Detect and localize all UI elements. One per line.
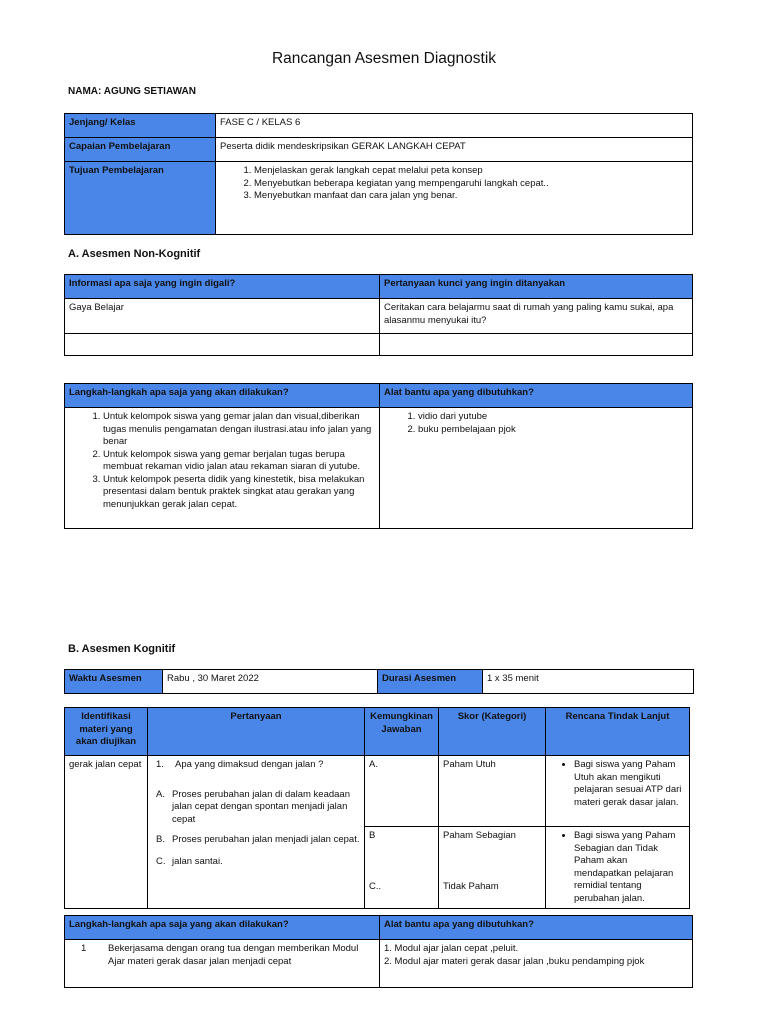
question-number: 1. xyxy=(156,759,164,770)
tujuan-item: 3. Menyebutkan manfaat dan cara jalan yng benar. xyxy=(254,190,688,203)
option-b-text: Proses perubahan jalan menjadi jalan cepat. xyxy=(172,834,360,845)
langkah-list xyxy=(69,411,375,511)
identifikasi-header: Identifikasi materi yang akan diujikan xyxy=(65,708,148,756)
gaya-belajar-cell: Gaya Belajar xyxy=(65,299,380,334)
tujuan-label: Tujuan Pembelajaran xyxy=(65,162,216,235)
durasi-label: Durasi Asesmen xyxy=(378,670,483,694)
tujuan-list xyxy=(220,165,688,203)
option-c xyxy=(156,856,360,869)
capaian-value: Peserta didik mendeskripsikan GERAK LANGKAH CEPAT xyxy=(216,138,693,162)
langkah-header: Langkah-langkah apa saja yang akan dilakukan? xyxy=(65,384,380,408)
tujuan-item: 1. Menjelaskan gerak langkah cepat melalui peta konsep xyxy=(254,165,688,178)
jenjang-label: Jenjang/ Kelas xyxy=(65,114,216,138)
pertanyaan-kunci-cell: Ceritakan cara belajarmu saat di rumah yang paling kamu sukai, apa alasanmu menyukai itu? xyxy=(380,299,693,334)
option-a-key: A. xyxy=(156,788,165,800)
alat-bantu-header: Alat bantu apa yang dibutuhkan? xyxy=(380,384,693,408)
langkah-b-item xyxy=(69,943,375,968)
pertanyaan-header: Pertanyaan xyxy=(148,708,365,756)
waktu-table xyxy=(64,669,694,694)
tujuan-item: 2. Menyebutkan beberapa kegiatan yang mempengaruhi langkah cepat.. xyxy=(254,178,688,191)
kemungkinan-header: Kemungkinan Jawaban xyxy=(365,708,439,756)
answer-a-cell: A. xyxy=(365,756,439,827)
jenjang-value: FASE C / KELAS 6 xyxy=(216,114,693,138)
tujuan-value xyxy=(216,162,693,235)
rencana-header: Rencana Tindak Lanjut xyxy=(546,708,690,756)
info-table xyxy=(64,113,693,235)
pertanyaan-cell xyxy=(148,756,365,909)
durasi-value: 1 x 35 menit xyxy=(483,670,694,694)
pertanyaan-kunci-header: Pertanyaan kunci yang ingin ditanyakan xyxy=(380,275,693,299)
answer-bc-cell xyxy=(365,827,439,909)
score-tidak: Tidak Paham xyxy=(443,880,499,892)
question xyxy=(156,759,360,772)
langkah-b-cell xyxy=(65,940,380,988)
info-digali-header: Informasi apa saja yang ingin digali? xyxy=(65,275,380,299)
langkah-b-number: 1 xyxy=(81,943,87,954)
langkah-item: 1. Untuk kelompok siswa yang gemar jalan dan visual,diberikan tugas menulis pengamatan dengan ilustrasi.atau info jalan yang benar xyxy=(103,411,375,449)
alat-bantu-b-item: 2. Modul ajar materi gerak dasar jalan ,buku pendamping pjok xyxy=(384,955,645,967)
followup-2-item: • Bagi siswa yang Paham Sebagian dan Tidak Paham akan mendapatkan pelajaran remidial tentang perubahan jalan. xyxy=(574,830,685,905)
option-b xyxy=(156,834,360,847)
option-a xyxy=(156,789,360,827)
answer-b: B xyxy=(369,830,376,841)
materi-cell: gerak jalan cepat xyxy=(65,756,148,909)
langkah-cell xyxy=(65,408,380,529)
question-text: Apa yang dimaksud dengan jalan ? xyxy=(175,759,324,770)
waktu-label: Waktu Asesmen xyxy=(65,670,163,694)
score-utuh-cell: Paham Utuh xyxy=(439,756,546,827)
langkah-item: 3. Untuk kelompok peserta didik yang kinestetik, bisa melakukan presentasi dalam bentuk praktek singkat atau gerakan yang menunjukkan gerak jalan cepat. xyxy=(103,474,375,512)
option-c-text: jalan santai. xyxy=(172,855,223,867)
followup-1-item: • Bagi siswa yang Paham Utuh akan mengikuti pelajaran sesuai ATP dari materi gerak dasar jalan. xyxy=(574,759,685,809)
answer-c: C.. xyxy=(369,880,382,892)
empty-cell xyxy=(380,334,693,356)
alat-bantu-list xyxy=(384,411,688,436)
page-title: Rancangan Asesmen Diagnostik xyxy=(271,50,497,67)
alat-bantu-item: 1. vidio dari yutube xyxy=(418,411,688,424)
empty-cell xyxy=(65,334,380,356)
section-b-heading: B. Asesmen Kognitif xyxy=(68,643,176,655)
langkah-table-b xyxy=(64,915,693,988)
option-c-key: C. xyxy=(156,855,166,867)
langkah-table-a xyxy=(64,383,693,529)
followup-2-cell xyxy=(546,827,690,909)
alat-bantu-item: 2. buku pembelajaan pjok xyxy=(418,424,688,437)
non-kognitif-table xyxy=(64,274,693,356)
waktu-value: Rabu , 30 Maret 2022 xyxy=(163,670,378,694)
followup-1-cell xyxy=(546,756,690,827)
capaian-label: Capaian Pembelajaran xyxy=(65,138,216,162)
student-name: NAMA: AGUNG SETIAWAN xyxy=(68,86,196,97)
alat-bantu-cell xyxy=(380,408,693,529)
followup-1-list xyxy=(550,759,685,809)
section-a-heading: A. Asesmen Non-Kognitif xyxy=(68,248,201,260)
option-b-key: B. xyxy=(156,834,165,845)
score-sebagian: Paham Sebagian xyxy=(443,830,516,841)
kognitif-table xyxy=(64,707,690,909)
langkah-header-b: Langkah-langkah apa saja yang akan dilakukan? xyxy=(65,916,380,940)
alat-bantu-header-b: Alat bantu apa yang dibutuhkan? xyxy=(380,916,693,940)
skor-header: Skor (Kategori) xyxy=(439,708,546,756)
langkah-b-text: Bekerjasama dengan orang tua dengan memberikan Modul Ajar materi gerak dasar jalan menjadi cepat xyxy=(108,943,359,967)
alat-bantu-b-item: 1. Modul ajar jalan cepat ,peluit. xyxy=(384,943,519,954)
followup-2-list xyxy=(550,830,685,905)
score-bc-cell xyxy=(439,827,546,909)
langkah-item: 2. Untuk kelompok siswa yang gemar berjalan tugas berupa membuat rekaman vidio jalan atau rekaman siaran di yutube. xyxy=(103,449,375,474)
alat-bantu-b-cell xyxy=(380,940,693,988)
option-a-text: Proses perubahan jalan di dalam keadaan jalan cepat dengan spontan menjadi jalan cepat xyxy=(172,788,350,825)
